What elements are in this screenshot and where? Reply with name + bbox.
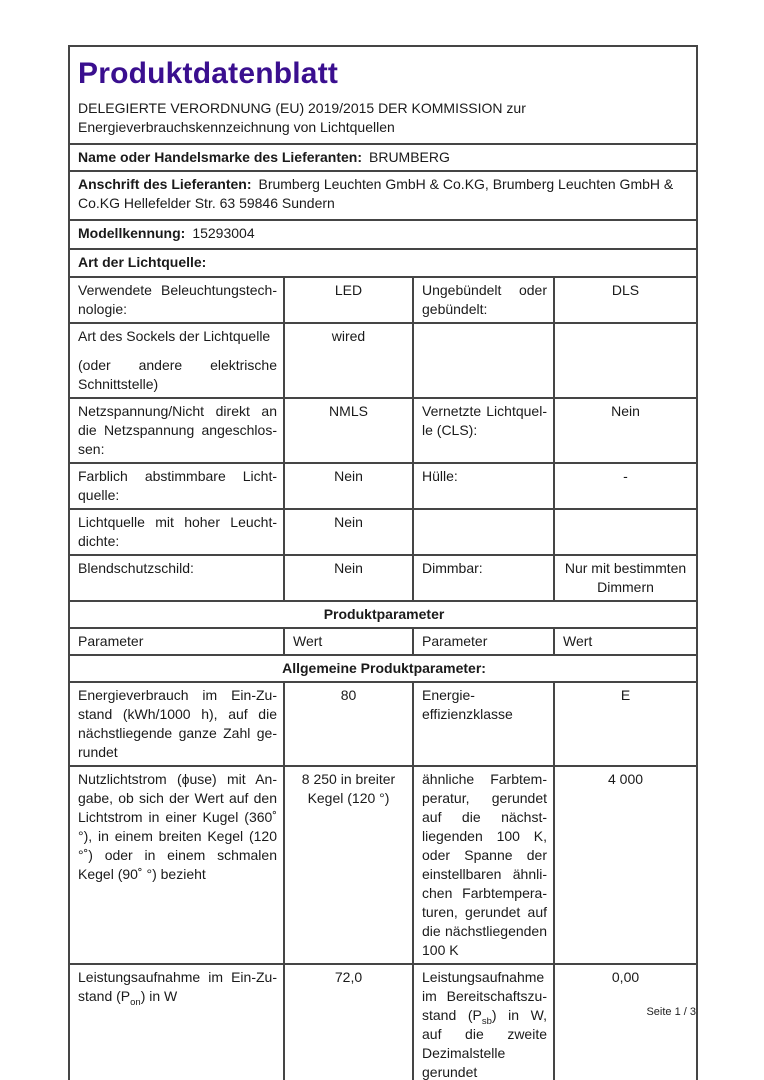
subscript-sb: sb: [481, 1015, 492, 1027]
supplier-name-label: Name oder Handelsmarke des Lieferanten:: [78, 149, 362, 165]
column-header-parameter-1: Parameter: [69, 628, 284, 655]
supplier-address-value: Brumberg Leuchten GmbH & Co.KG, Brumberg Leuchten GmbH & Co.KG Hellefelder Str. 63 59846 Sundern: [78, 176, 674, 211]
table-row: [69, 323, 697, 398]
param-label: Nutzlichtstrom (ϕuse) mit Angabe, ob sich der Wert auf den Lichtstrom in einer Kugel (360˚ °), in einem breiten Kegel (120 °˚) oder in einem schmalen Kegel (90˚ °) bezieht: [78, 771, 277, 882]
value-cell: [284, 463, 413, 509]
param-cell: [69, 277, 284, 323]
column-header-wert-1: Wert: [284, 628, 413, 655]
value-cell: [554, 766, 697, 964]
param-label: Vernetzte Lichtquelle (CLS):: [422, 403, 547, 438]
regulation-text: DELEGIERTE VERORDNUNG (EU) 2019/2015 DER KOMMISSION zur Energieverbrauchskennzeichnung von Lichtquellen: [78, 100, 526, 135]
supplier-address-label: Anschrift des Lieferanten:: [78, 176, 252, 192]
table-row: [69, 766, 697, 964]
table-row: [69, 682, 697, 766]
supplier-name-cell: [69, 144, 697, 171]
table-row: [69, 964, 697, 1080]
value-cell: [554, 323, 697, 398]
param-cell: [69, 509, 284, 555]
value-cell: [284, 766, 413, 964]
param-label: Lichtquelle mit hoher Leuchtdichte:: [78, 514, 277, 549]
param-value: E: [620, 687, 631, 703]
param-value: wired: [331, 328, 366, 344]
param-cell: [413, 323, 554, 398]
param-value: 0,00: [611, 969, 640, 985]
param-label: ähnliche Farbtemperatur, gerundet auf die nächstliegenden 100 K, oder Spanne der einstellbaren ähnlichen Farbtemperaturen, gerundet auf die nächstliegenden 100 K: [422, 771, 547, 958]
param-value: Nur mit bestimmten Dimmern: [564, 560, 687, 595]
supplier-address-cell: [69, 171, 697, 220]
value-cell: [554, 964, 697, 1080]
value-cell: [284, 509, 413, 555]
param-value: 4 000: [607, 771, 644, 787]
param-label: Leistungsaufnahme im Bereitschaftszustand (P: [422, 969, 547, 1023]
param-cell: [413, 509, 554, 555]
param-label: Verwendete Beleuchtungstechnologie:: [78, 282, 277, 317]
param-cell: [69, 555, 284, 601]
param-value: 72,0: [334, 969, 363, 985]
supplier-name-value: BRUMBERG: [369, 149, 450, 165]
param-cell: [413, 682, 554, 766]
param-cell: [413, 555, 554, 601]
subscript-on: on: [130, 996, 141, 1008]
param-value: Nein: [334, 514, 363, 530]
param-label: Leistungsaufnahme im Ein-Zustand (P: [78, 969, 277, 1004]
param-cell: [69, 964, 284, 1080]
value-cell: [284, 555, 413, 601]
table-row: [69, 46, 697, 144]
param-value: NMLS: [329, 403, 368, 419]
param-label: ) in W, auf die zweite Dezimalstelle gerundet: [422, 1007, 548, 1080]
value-cell: [554, 509, 697, 555]
param-label: Ungebündelt oder gebündelt:: [422, 282, 547, 317]
page-title: Produktdatenblatt: [78, 57, 339, 90]
table-row: [69, 220, 697, 249]
param-value: DLS: [611, 282, 640, 298]
param-label: Energieeffizienzklasse: [422, 687, 513, 722]
param-label: Energieverbrauch im Ein-Zustand (kWh/1000 h), auf die nächstliegende ganze Zahl gerundet: [78, 687, 277, 760]
product-parameters-heading: Produktparameter: [69, 601, 697, 628]
param-label: Blendschutzschild:: [78, 560, 194, 576]
value-cell: [284, 964, 413, 1080]
param-cell: [69, 682, 284, 766]
param-label: Hülle:: [422, 468, 458, 484]
table-row: [69, 277, 697, 323]
model-id-cell: [69, 220, 697, 249]
table-row: [69, 509, 697, 555]
model-id-value: 15293004: [192, 225, 255, 241]
table-row: [69, 655, 697, 682]
param-value: -: [623, 468, 628, 484]
param-value: LED: [334, 282, 363, 298]
param-label: Netzspannung/Nicht direkt an die Netzspannung angeschlossen:: [78, 403, 277, 457]
param-label: Dimmbar:: [422, 560, 483, 576]
page-indicator: Seite 1 / 3: [646, 1006, 696, 1018]
header-cell: [69, 46, 697, 144]
param-cell: [69, 398, 284, 463]
param-cell: [69, 323, 284, 398]
param-value: 8 250 in breiter Kegel (120 °): [301, 771, 396, 806]
column-header-parameter-2: Parameter: [413, 628, 554, 655]
table-row: [69, 463, 697, 509]
value-cell: [554, 555, 697, 601]
param-cell: [69, 463, 284, 509]
table-row: [69, 171, 697, 220]
param-label: Art des Sockels der Lichtquelle: [78, 328, 271, 344]
table-row: [69, 628, 697, 655]
value-cell: [284, 398, 413, 463]
table-row: [69, 601, 697, 628]
table-row: [69, 249, 697, 277]
param-value: Nein: [611, 403, 640, 419]
param-cell: [413, 398, 554, 463]
param-label-note: (oder andere elektrische Schnittstelle): [78, 357, 277, 392]
column-header-wert-2: Wert: [554, 628, 697, 655]
param-cell: [69, 766, 284, 964]
param-cell: [413, 463, 554, 509]
table-row: [69, 144, 697, 171]
param-value: 80: [340, 687, 357, 703]
value-cell: [284, 323, 413, 398]
table-row: [69, 555, 697, 601]
table-row: [69, 398, 697, 463]
model-id-label: Modellkennung:: [78, 225, 186, 241]
datasheet-table: [68, 45, 698, 1080]
param-label: Farblich abstimmbare Lichtquelle:: [78, 468, 277, 503]
param-value: Nein: [334, 468, 363, 484]
param-cell: [413, 964, 554, 1080]
value-cell: [284, 277, 413, 323]
value-cell: [284, 682, 413, 766]
param-value: Nein: [334, 560, 363, 576]
value-cell: [554, 682, 697, 766]
param-cell: [413, 766, 554, 964]
param-label: ) in W: [140, 988, 178, 1004]
general-parameters-heading: Allgemeine Produktparameter:: [69, 655, 697, 682]
value-cell: [554, 398, 697, 463]
param-cell: [413, 277, 554, 323]
value-cell: [554, 277, 697, 323]
light-source-type-heading: Art der Lichtquelle:: [69, 249, 697, 277]
value-cell: [554, 463, 697, 509]
